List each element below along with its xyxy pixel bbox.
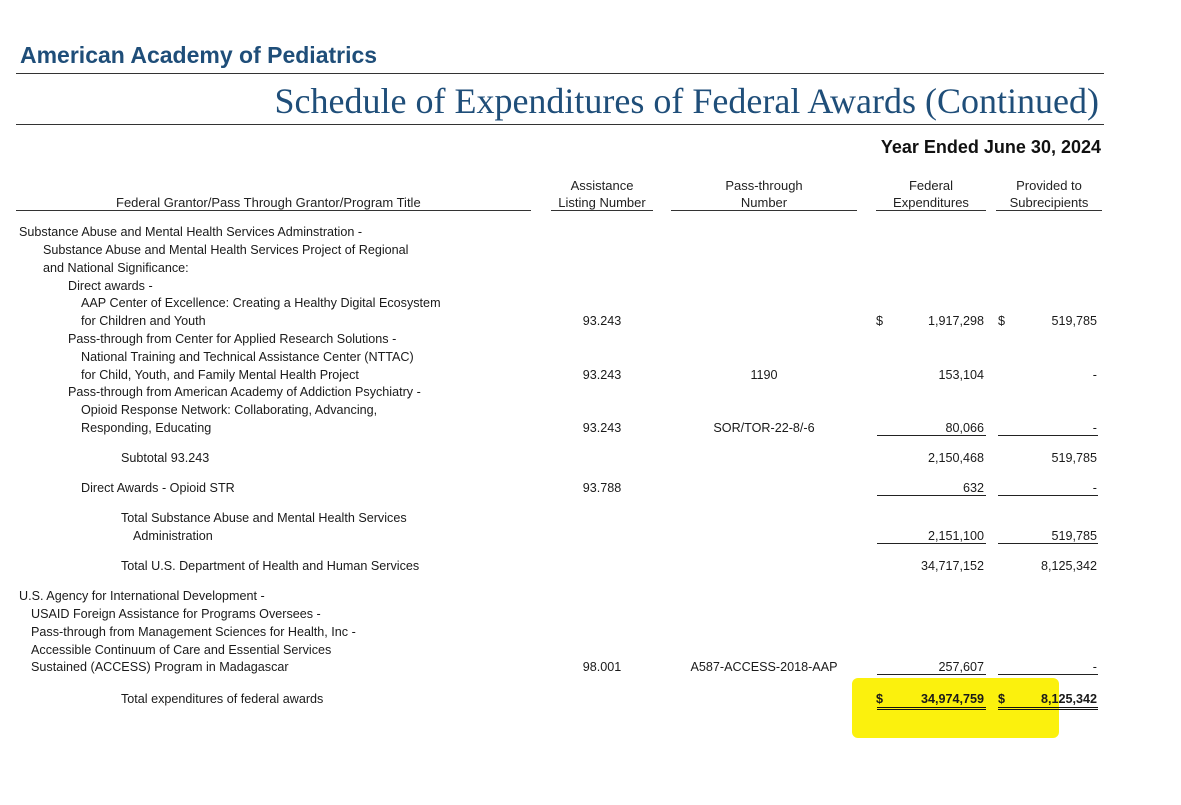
period-label: Year Ended June 30, 2024 xyxy=(880,137,1101,157)
sum-underline xyxy=(877,435,986,436)
col-header-assistance-line2: Listing Number xyxy=(558,195,646,210)
total-federal-value: 2,151,100 xyxy=(927,529,984,543)
dollar-sign: $ xyxy=(876,314,884,328)
program-line: Opioid Response Network: Collaborating, Advancing, xyxy=(81,403,378,417)
program-line: Responding, Educating xyxy=(81,421,212,435)
subrecipient-value: - xyxy=(1092,481,1097,495)
col-underline xyxy=(876,210,986,211)
page-title: Schedule of Expenditures of Federal Awards (Continued) xyxy=(274,81,1099,121)
col-header-passthrough-line2: Number xyxy=(740,195,788,210)
assistance-listing-number: 93.243 xyxy=(582,314,622,328)
assistance-listing-number: 93.243 xyxy=(582,368,622,382)
dollar-sign: $ xyxy=(876,692,884,706)
grand-total-federal-value: 34,974,759 xyxy=(920,692,984,706)
sum-underline xyxy=(998,435,1098,436)
header-rule-top xyxy=(16,73,1104,74)
program-line: USAID Foreign Assistance for Programs Oversees - xyxy=(31,607,321,621)
assistance-listing-number: 93.788 xyxy=(582,481,622,495)
col-header-federal-line2: Expenditures xyxy=(893,195,969,210)
header-rule-bottom xyxy=(16,124,1104,125)
organization-name: American Academy of Pediatrics xyxy=(20,42,378,68)
grantor-line: U.S. Agency for International Development - xyxy=(19,589,265,603)
passthrough-number: SOR/TOR-22-8/-6 xyxy=(713,421,815,435)
total-subrecipient-value: 8,125,342 xyxy=(1040,559,1097,573)
col-underline xyxy=(996,210,1102,211)
program-line: Pass-through from Center for Applied Research Solutions - xyxy=(68,332,397,346)
sum-underline xyxy=(877,543,986,544)
federal-expenditure-value: 632 xyxy=(962,481,984,495)
subrecipient-value: - xyxy=(1092,660,1097,674)
total-label: Total U.S. Department of Health and Human Services xyxy=(121,559,420,573)
assistance-listing-number: 98.001 xyxy=(582,660,622,674)
col-underline xyxy=(551,210,653,211)
program-line: Pass-through from American Academy of Addiction Psychiatry - xyxy=(68,385,421,399)
dollar-sign: $ xyxy=(998,314,1006,328)
sum-underline xyxy=(998,495,1098,496)
double-underline xyxy=(877,707,986,710)
col-underline xyxy=(671,210,857,211)
col-header-provided xyxy=(996,177,1102,211)
program-line: for Children and Youth xyxy=(81,314,206,328)
federal-expenditure-value: 257,607 xyxy=(938,660,984,674)
col-header-passthrough-line1: Pass-through xyxy=(725,178,803,193)
total-subrecipient-value: 519,785 xyxy=(1051,529,1097,543)
program-line: for Child, Youth, and Family Mental Health Project xyxy=(81,368,359,382)
program-line: Direct awards - xyxy=(68,279,153,293)
federal-expenditure-value: 80,066 xyxy=(945,421,984,435)
subrecipient-value: 519,785 xyxy=(1051,314,1097,328)
program-line: Direct Awards - Opioid STR xyxy=(81,481,235,495)
subrecipient-value: - xyxy=(1092,421,1097,435)
program-line: Pass-through from Management Sciences for Health, Inc - xyxy=(31,625,356,639)
grantor-line: Substance Abuse and Mental Health Services Adminstration - xyxy=(19,225,363,239)
sum-underline xyxy=(877,495,986,496)
program-line: National Training and Technical Assistance Center (NTTAC) xyxy=(81,350,414,364)
program-line: and National Significance: xyxy=(43,261,189,275)
program-line: AAP Center of Excellence: Creating a Healthy Digital Ecosystem xyxy=(81,296,441,310)
subtotal-federal-value: 2,150,468 xyxy=(927,451,984,465)
col-header-provided-line2: Subrecipients xyxy=(1009,195,1089,210)
subtotal-label: Subtotal 93.243 xyxy=(121,451,210,465)
col-header-provided-line1: Provided to xyxy=(1016,178,1082,193)
federal-expenditure-value: 153,104 xyxy=(938,368,984,382)
col-header-federal-line1: Federal xyxy=(908,178,954,193)
passthrough-number: 1190 xyxy=(750,368,778,382)
program-line: Substance Abuse and Mental Health Services Project of Regional xyxy=(43,243,409,257)
col-header-passthrough xyxy=(671,177,857,211)
col-header-program-title: Federal Grantor/Pass Through Grantor/Program Title xyxy=(116,195,421,210)
col-header-assistance-line1: Assistance xyxy=(570,178,634,193)
total-label: Administration xyxy=(133,529,213,543)
federal-expenditure-value: 1,917,298 xyxy=(927,314,984,328)
total-label: Total Substance Abuse and Mental Health Services xyxy=(121,511,407,525)
sum-underline xyxy=(998,674,1098,675)
col-header-assistance xyxy=(551,177,653,211)
double-underline xyxy=(998,707,1098,710)
grand-total-subrecipient-value: 8,125,342 xyxy=(1040,692,1097,706)
sum-underline xyxy=(998,543,1098,544)
col-underline xyxy=(16,210,531,211)
assistance-listing-number: 93.243 xyxy=(582,421,622,435)
grand-total-label: Total expenditures of federal awards xyxy=(121,692,324,706)
total-federal-value: 34,717,152 xyxy=(920,559,984,573)
dollar-sign: $ xyxy=(998,692,1006,706)
subrecipient-value: - xyxy=(1092,368,1097,382)
program-line: Sustained (ACCESS) Program in Madagascar xyxy=(31,660,289,674)
col-header-federal xyxy=(876,177,986,211)
subtotal-subrecipient-value: 519,785 xyxy=(1051,451,1097,465)
passthrough-number: A587-ACCESS-2018-AAP xyxy=(690,660,838,674)
program-line: Accessible Continuum of Care and Essential Services xyxy=(31,643,332,657)
sum-underline xyxy=(877,674,986,675)
